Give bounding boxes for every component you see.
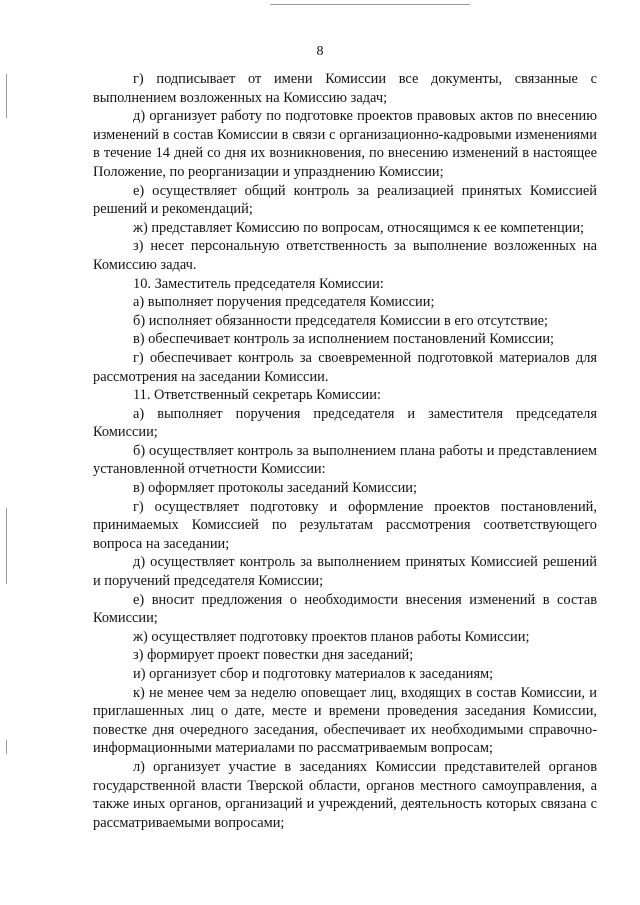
scan-artifact-left-top [6,74,7,118]
paragraph-secretary-e: е) вносит предложения о необходимости внесения изменений в состав Комиссии; [93,591,597,627]
page-number: 8 [316,44,324,59]
scan-artifact-left-middle [6,508,7,584]
paragraph-secretary-zh: ж) осуществляет подготовку проектов планов работы Комиссии; [133,628,530,645]
paragraph-e-general-control: е) осуществляет общий контроль за реализацией принятых Комиссией решений и рекомендаций; [93,182,597,218]
section-heading-secretary: 11. Ответственный секретарь Комиссии: [133,387,381,404]
paragraph-deputy-b: б) исполняет обязанности председателя Комиссии в его отсутствие; [133,312,549,329]
paragraph-deputy-v: в) обеспечивает контроль за исполнением постановлений Комиссии; [133,331,555,348]
scan-artifact-left-bottom [6,740,7,754]
paragraph-secretary-v: в) оформляет протоколы заседаний Комиссии; [133,480,417,497]
paragraph-secretary-d: д) осуществляет контроль за выполнением принятых Комиссией решений и поручений председателя Комиссии; [93,554,597,590]
section-heading-deputy-chair: 10. Заместитель председателя Комиссии: [133,275,384,292]
paragraph-secretary-g: г) осуществляет подготовку и оформление проектов постановлений, принимаемых Комиссией по результатам рассмотрения соответствующего вопроса на заседании; [93,498,597,552]
document-body [93,70,597,832]
paragraph-deputy-a: а) выполняет поручения председателя Комиссии; [133,294,435,311]
paragraph-secretary-k: к) не менее чем за неделю оповещает лиц, входящих в состав Комиссии, и приглашенных лиц о дате, месте и времени проведения заседания Комиссии, повестке дня очередного заседания, обеспечивает их необходимыми справочно-информационными материалами по рассматриваемым вопросам; [93,684,597,757]
paragraph-secretary-a: а) выполняет поручения председателя и заместителя председателя Комиссии; [93,405,597,441]
paragraph-d-organize-drafts: д) организует работу по подготовке проектов правовых актов по внесению изменений в состав Комиссии в связи с организационно-кадровыми изменениями в течение 14 дней со дня их возникновения, по внесению изменений в настоящее Положение, по реорганизации и упразднению Комиссии; [93,108,597,180]
paragraph-deputy-g: г) обеспечивает контроль за своевременной подготовкой материалов для рассмотрения на заседании Комиссии. [93,349,597,385]
paragraph-secretary-l: л) организует участие в заседаниях Комиссии представителей органов государственной власти Тверской области, органов местного самоуправления, а также иных органов, организаций и учреждений, деятельность которых связана с рассматриваемыми вопросами; [93,758,597,831]
paragraph-secretary-z: з) формирует проект повестки дня заседаний; [133,647,414,664]
paragraph-secretary-i: и) организует сбор и подготовку материалов к заседаниям; [133,666,494,682]
paragraph-secretary-b: б) осуществляет контроль за выполнением плана работы и представлением установленной отчетности Комиссии: [93,442,597,478]
scan-artifact-top [270,4,470,5]
paragraph-z-responsibility: з) несет персональную ответственность за выполнение возложенных на Комиссию задач. [93,238,597,273]
paragraph-g-sign-documents: г) подписывает от имени Комиссии все документы, связанные с выполнением возложенных на Комиссию задач; [93,71,597,106]
paragraph-zh-represent: ж) представляет Комиссию по вопросам, относящимся к ее компетенции; [133,219,585,236]
